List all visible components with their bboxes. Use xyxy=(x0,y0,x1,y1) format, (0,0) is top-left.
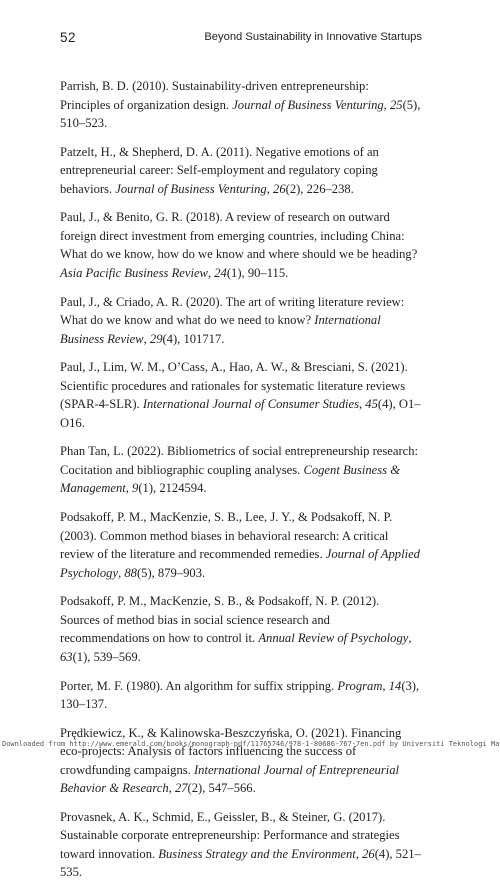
reference-entry: Podsakoff, P. M., MacKenzie, S. B., & Podsakoff, N. P. (2012). Sources of method bias in social science research and recommendations on how to control it. Annual Review of Psychology, 63(1), 539–569. xyxy=(60,594,412,664)
page-header xyxy=(60,30,422,50)
reference-entry: Paul, J., & Benito, G. R. (2018). A review of research on outward foreign direct investment from emerging countries, including China: What do we know, how do we know and where should we be heading? Asia Pacific Business Review, 24(1), 90–115. xyxy=(60,210,418,280)
running-head: Beyond Sustainability in Innovative Startups xyxy=(204,31,422,43)
reference-entry: Prędkiewicz, K., & Kalinowska-Beszczyńska, O. (2021). Financing eco-projects: Analysis of factors influencing the success of crowdfunding campaigns. International Journal of Entrepreneurial Behavior & Research, 27(2), 547–566. xyxy=(60,725,402,796)
reference-entry: Paul, J., Lim, W. M., O’Cass, A., Hao, A. W., & Bresciani, S. (2021). Scientific procedures and rationales for systematic literature reviews (SPAR-4-SLR). International Journal of Consumer Studies, 45(4), O1–O16. xyxy=(60,360,421,430)
reference-list xyxy=(60,77,422,892)
download-footer: Downloaded from http://www.emerald.com/books/monograph-pdf/11765746/978-1-80686-767-7en.pdf by Universiti Teknologi Ma xyxy=(2,740,500,748)
reference-entry: Paul, J., & Criado, A. R. (2020). The art of writing literature review: What do we know and what do we need to know? International Business Review, 29(4), 101717. xyxy=(60,294,405,346)
reference-entry: Porter, M. F. (1980). An algorithm for suffix stripping. Program, 14(3), 130–137. xyxy=(60,678,420,711)
page-number: 52 xyxy=(60,30,77,45)
reference-entry: Parrish, B. D. (2010). Sustainability-driven entrepreneurship: Principles of organization design. Journal of Business Venturing, 25(5), 510–523. xyxy=(60,79,421,130)
reference-entry: Provasnek, A. K., Schmid, E., Geissler, B., & Steiner, G. (2017). Sustainable corporate entrepreneurship: Performance and strategies toward innovation. Business Strategy and the Environment, 26(4), 521–535. xyxy=(60,809,421,880)
reference-entry: Podsakoff, P. M., MacKenzie, S. B., Lee, J. Y., & Podsakoff, N. P. (2003). Common method biases in behavioral research: A critical review of the literature and recommended remedies. Journal of Applied Psychology, 88(5), 879–903. xyxy=(60,510,420,580)
reference-entry: Phan Tan, L. (2022). Bibliometrics of social entrepreneurship research: Cocitation and bibliographic coupling analyses. Cogent Business & Management, 9(1), 2124594. xyxy=(60,444,419,496)
reference-entry: Patzelt, H., & Shepherd, D. A. (2011). Negative emotions of an entrepreneurial career: Self-employment and regulatory coping behaviors. Journal of Business Venturing, 26(2), 226–238. xyxy=(60,144,379,196)
